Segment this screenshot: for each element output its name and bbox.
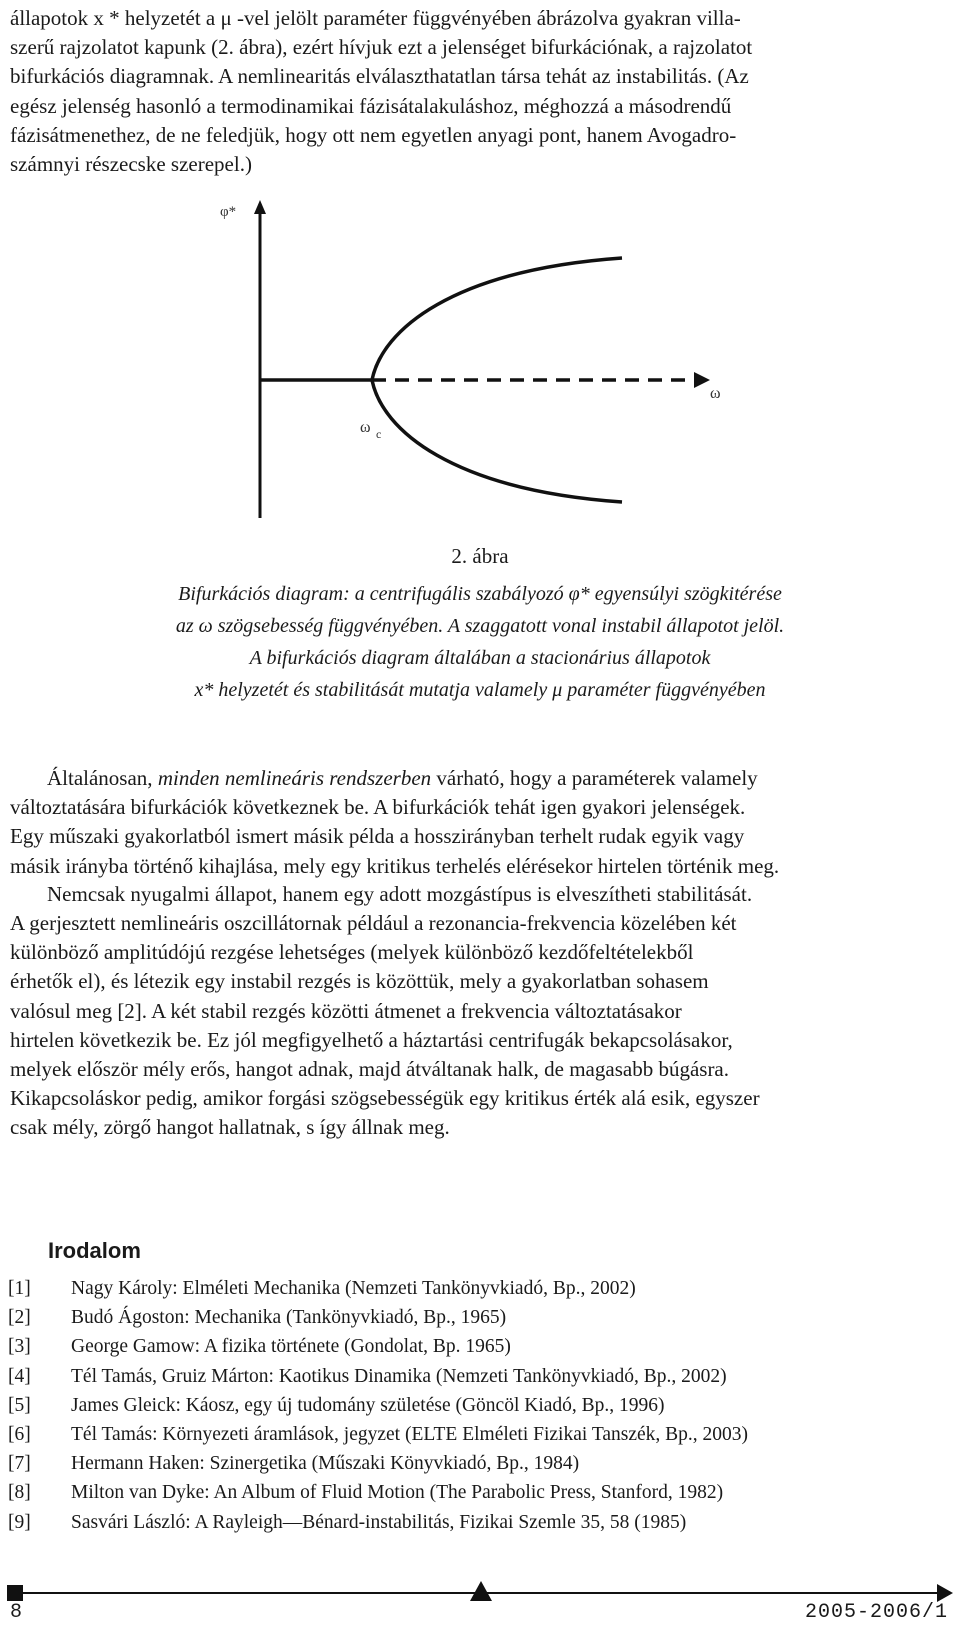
reference-number: [1] <box>8 1278 31 1299</box>
body-paragraph-1 <box>10 764 948 881</box>
reference-number: [4] <box>8 1365 31 1387</box>
reference-number: [7] <box>8 1453 31 1475</box>
italic-phrase: minden nemlineáris rendszerben <box>157 766 432 790</box>
reference-number: [2] <box>8 1307 31 1329</box>
reference-text: James Gleick: Káosz, egy új tudomány születése (Göncöl Kiadó, Bp., 1996) <box>71 1394 665 1416</box>
reference-item <box>8 1303 948 1332</box>
body-paragraph-3: A gerjesztett nemlineáris oszcillátornak például a rezonancia-frekvencia közelében két különböző amplitúdójú rezgése lehetséges (melyek különböző kezdőfeltételekből érhetők el), és létezik egy instabil rezgés is közöttük, mely a gyakorlatban sohasem valósul meg [2]. A két stabil rezgés közötti átmenet a frekvencia változtatásakor hirtelen következik be. Ez jól megfigyelhető a háztartási centrifugák bekapcsolásakor, melyek először mély erős, hangot adnak, majd átváltanak halk, de magasabb búgásra. Kikapcsoláskor pedig, amikor forgási szögsebességük egy kritikus érték alá esik, egyszer csak mély, zörgő hangot hallatnak, s így állnak meg. <box>10 911 760 1140</box>
reference-item <box>8 1478 948 1507</box>
page-number: 8 <box>10 1601 23 1624</box>
reference-number: [9] <box>8 1511 31 1533</box>
critical-omega-label: ω <box>360 419 371 436</box>
reference-number: [8] <box>8 1482 31 1504</box>
body-paragraph-1-rest: várható, hogy a paraméterek valamely változtatására bifurkációk következnek be. A bifurkációk tehát igen gyakori jelenségek. Egy műszaki gyakorlatból ismert másik példa a hosszirányban terhelt rudak egyik vagy másik irányba történő kihajlása, mely egy kritikus terhelés elérésekor hirtelen történik meg. <box>10 766 780 878</box>
y-axis-label: φ* <box>220 204 237 220</box>
reference-text: Tél Tamás, Gruiz Márton: Kaotikus Dinamika (Nemzeti Tankönyvkiadó, Bp., 2002) <box>71 1365 727 1387</box>
caption-line: x* helyzetét és stabilitását mutatja valamely μ paraméter függvényében <box>194 679 766 701</box>
issue-number: 2005-2006/1 <box>804 1601 948 1624</box>
reference-text: Sasvári László: A Rayleigh—Bénard-instabilitás, Fizikai Szemle 35, 58 (1985) <box>71 1511 687 1533</box>
reference-text: Nagy Károly: Elméleti Mechanika (Nemzeti Tankönyvkiadó, Bp., 2002) <box>71 1278 636 1299</box>
reference-number: [6] <box>8 1423 31 1445</box>
x-axis-arrow <box>694 372 710 388</box>
reference-item <box>8 1332 948 1361</box>
reference-text: George Gamow: A fizika története (Gondolat, Bp. 1965) <box>71 1336 511 1358</box>
x-axis-label: ω <box>710 385 721 402</box>
reference-item <box>8 1391 948 1420</box>
reference-number: [5] <box>8 1394 31 1416</box>
body-paragraph-2: Nemcsak nyugalmi állapot, hanem egy adott mozgástípus is elveszítheti stabilitását. <box>47 882 753 906</box>
critical-omega-subscript: c <box>376 427 382 441</box>
reference-item <box>8 1449 948 1478</box>
figure-caption <box>0 578 960 706</box>
caption-line: A bifurkációs diagram általában a stacionárius állapotok <box>249 647 711 669</box>
references-list <box>8 1274 948 1537</box>
y-axis-arrow <box>254 200 266 214</box>
bifurcation-diagram-svg <box>220 200 752 520</box>
reference-text: Hermann Haken: Szinergetika (Műszaki Könyvkiadó, Bp., 1984) <box>71 1453 580 1475</box>
footer-arrow-marker <box>937 1584 953 1602</box>
figure-number: 2. ábra <box>451 544 509 568</box>
reference-text: Milton van Dyke: An Album of Fluid Motion (The Parabolic Press, Stanford, 1982) <box>71 1482 724 1504</box>
reference-number: [3] <box>8 1336 31 1358</box>
caption-line: az ω szögsebesség függvényében. A szaggatott vonal instabil állapotot jelöl. <box>175 615 785 637</box>
reference-item <box>8 1362 948 1391</box>
caption-line: Bifurkációs diagram: a centrifugális szabályozó φ* egyensúlyi szögkitérése <box>178 583 782 605</box>
reference-text: Tél Tamás: Környezeti áramlások, jegyzet (ELTE Elméleti Fizikai Tanszék, Bp., 2003) <box>71 1423 749 1445</box>
reference-text: Budó Ágoston: Mechanika (Tankönyvkiadó, Bp., 1965) <box>71 1307 507 1329</box>
reference-item <box>8 1508 948 1537</box>
bifurcation-diagram <box>220 200 752 520</box>
intro-paragraph: állapotok x * helyzetét a μ -vel jelölt paraméter függvényében ábrázolva gyakran villa- szerű rajzolatot kapunk (2. ábra), ezért hívjuk ezt a jelenséget bifurkációnak, a rajzolatot bifurkációs diagramnak. A nemlinearitás elválaszthatatlan társa tehát az instabilitás. (Az egész jelenség hasonló a termodinamikai fázisátalakuláshoz, méghozzá a másodrendű fázisátmenethez, de ne feledjük, hogy ott nem egyetlen anyagi pont, hanem Avogadro- számnyi részecske szerepel.) <box>10 6 753 177</box>
references-title: Irodalom <box>48 1238 141 1263</box>
reference-item <box>8 1420 948 1449</box>
reference-item <box>8 1274 948 1303</box>
lead-word: Általánosan, <box>47 766 158 790</box>
footer-triangle-marker <box>470 1581 492 1601</box>
